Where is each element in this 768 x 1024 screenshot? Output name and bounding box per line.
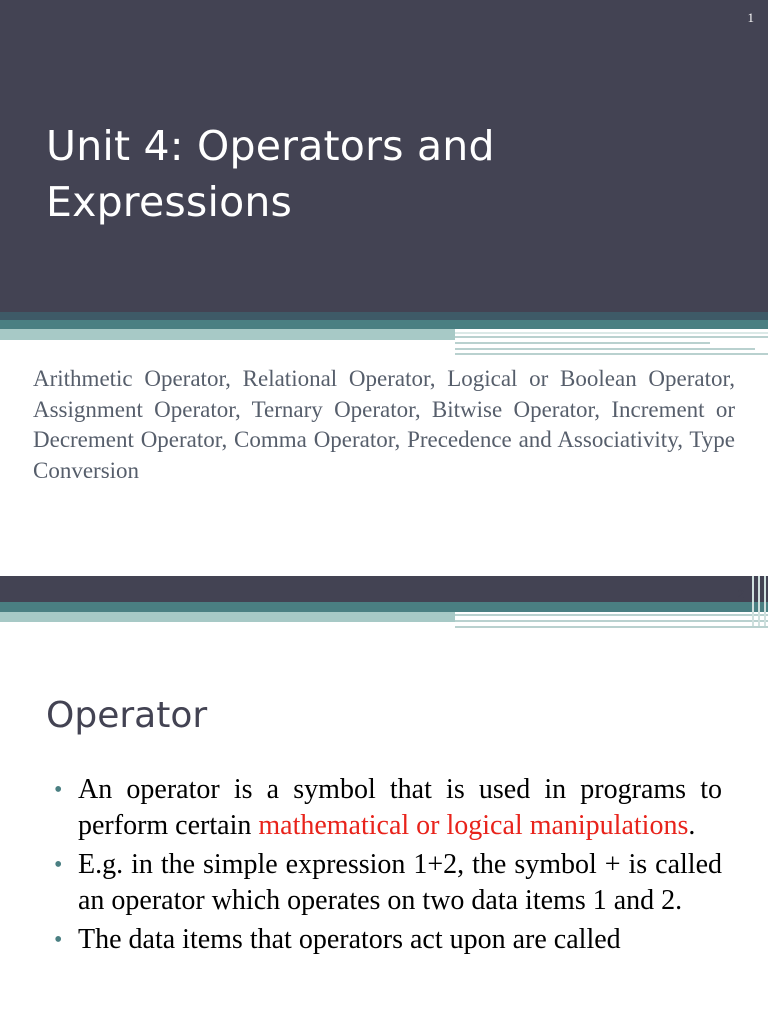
bullet-icon: •: [54, 777, 63, 803]
bullet-icon: •: [54, 927, 63, 953]
slide-heading: Operator: [46, 695, 208, 736]
slide-title: [46, 118, 726, 230]
bullet-item: [54, 922, 722, 958]
slide-number: 1: [747, 10, 754, 25]
bullet-item: [54, 847, 722, 919]
bullet-text-end: .: [688, 810, 696, 841]
header-bar: [0, 576, 768, 602]
slide-2: [0, 576, 768, 1024]
slide-title-line-1: Unit 4: Operators and: [46, 122, 495, 170]
slide-subtitle: Arithmetic Operator, Relational Operator, Logical or Boolean Operator, Assignment Operator, Ternary Operator, Bitwise Operator, Increment or Decrement Operator, Comma Operator, Precedence and Associativity, Type Conversion: [33, 366, 735, 483]
slide-number: 2: [737, 586, 744, 601]
bullet-icon: •: [54, 852, 63, 878]
bullet-list: [54, 772, 722, 961]
bullet-highlight: mathematical or logical manipulations: [258, 810, 689, 841]
bullet-item: [54, 772, 722, 844]
decorative-band: [0, 602, 768, 632]
bullet-text: E.g. in the simple expression 1+2, the symbol + is called an operator which operates on two data items 1 and 2.: [78, 849, 722, 916]
title-panel: [0, 0, 768, 312]
decorative-band: [0, 312, 768, 356]
bullet-text: An operator is a symbol that is used in programs to perform certain: [78, 774, 722, 841]
decorative-vertical-stripes: [750, 576, 768, 626]
slide-title-line-2: Expressions: [46, 178, 293, 226]
bullet-text: The data items that operators act upon are called: [78, 924, 621, 955]
